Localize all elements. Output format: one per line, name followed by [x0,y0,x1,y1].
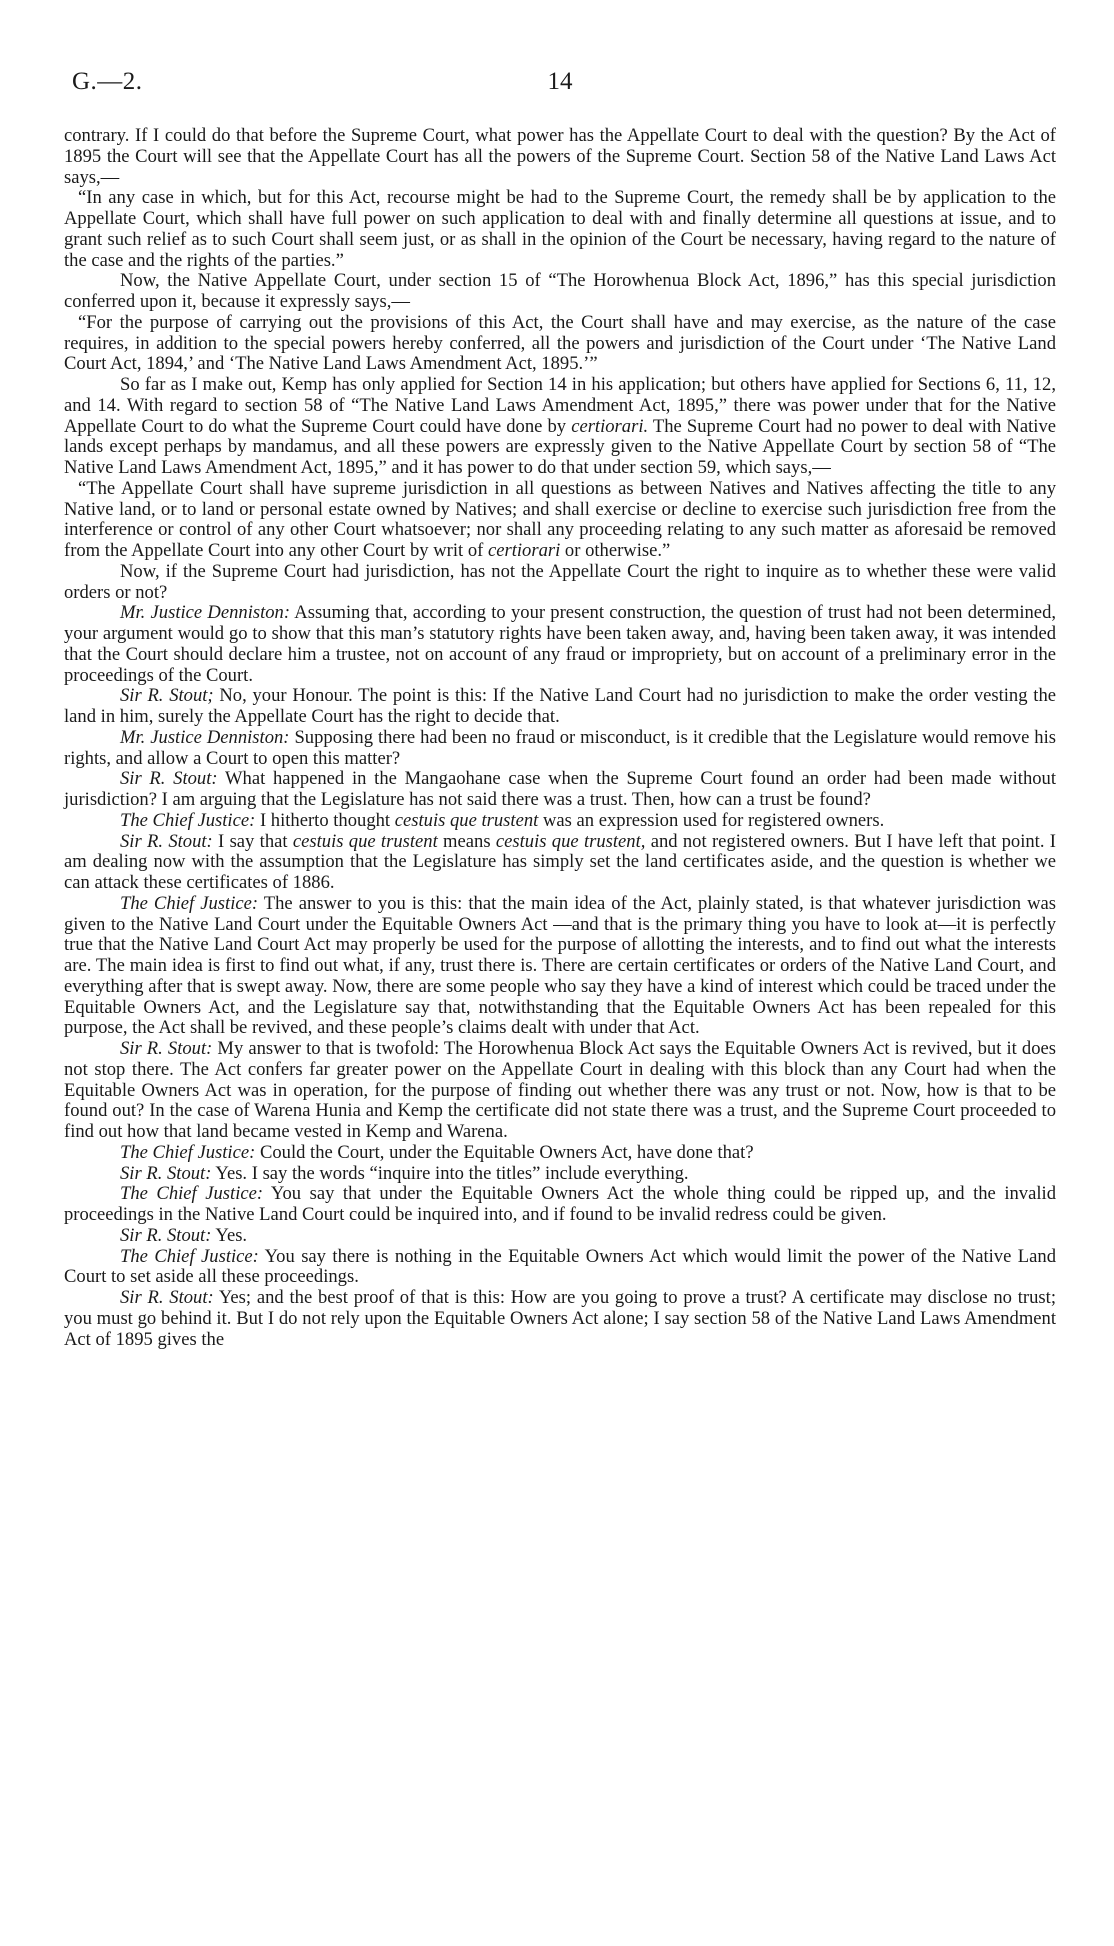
parliamentary-paper-reference: G.—2. [72,68,143,95]
paragraph: So far as I make out, Kemp has only applied for Section 14 in his application; but others have applied for Sections 6, 11, 12, and 14. With regard to section 58 of “The Native Land Laws Amendment Act, 1895,” there was power under that for the Native Appellate Court to do what the Supreme Court could have done by certiorari. The Supreme Court had no power to deal with Native lands except perhaps by mandamus, and all these powers are expressly given to the Native Appellate Court by section 58 of “The Native Land Laws Amendment Act, 1895,” and it has power to do that under section 59, which says,— [64,374,1056,478]
speaker-name: Sir R. Stout: [120,830,213,852]
speaker-name: Sir R. Stout: [120,1038,213,1059]
speaker-name: The Chief Justice: [120,1245,259,1267]
speaker-name: Sir R. Stout: [120,1287,214,1308]
transcript-body [64,126,1056,1350]
speaker-paragraph: Sir R. Stout: Yes. I say the words “inquire into the titles” include everything. [120,1162,689,1184]
page-header [64,68,1056,108]
speaker-paragraph: The Chief Justice: The answer to you is this: that the main idea of the Act, plainly stated, is that whatever jurisdiction was given to the Native Land Court under the Equitable Owners Act —and that is the primary thing you have to look at—it is perfectly true that the Native Land Court Act may properly be used for the purpose of allotting the interests, and to find out what the interests are. The main idea is first to find out what, if any, trust there is. There are certain certificates or orders of the Native Land Court, and everything after that is swept away. Now, there are some people who say they have a kind of interest which could be traced under the Equitable Owners Act, and the Legislature say that, notwithstanding that the Equitable Owners Act has been repealed for this purpose, the Act shall be revived, and these people’s claims dealt with under that Act. [64,892,1056,1039]
speaker-paragraph: Sir R. Stout: I say that cestuis que trustent means cestuis que trustent, and not registered owners. But I have left that point. I am dealing now with the assumption that the Legislature has simply set the land certificates aside, and the question is whether we can attack these certificates of 1886. [64,830,1056,893]
speaker-name: Mr. Justice Denniston: [120,726,290,748]
speaker-paragraph: Sir R. Stout: My answer to that is twofold: The Horowhenua Block Act says the Equitable Owners Act is revived, but it does not stop there. The Act confers far greater power on the Appellate Court in dealing with this block than any Court had when the Equitable Owners Act was in operation, for the purpose of finding out whether there was any trust or not. Now, how is that to be found out? In the case of Warena Hunia and Kemp the certificate did not state there was a trust, and the Supreme Court proceeded to find out how that land became vested in Kemp and Warena. [64,1038,1056,1142]
speaker-paragraph: Sir R. Stout: Yes; and the best proof of that is this: How are you going to prove a trust? A certificate may disclose no trust; you must go behind it. But I do not rely upon the Equitable Owners Act alone; I say section 58 of the Native Land Laws Amendment Act of 1895 gives the [64,1287,1056,1350]
speaker-paragraph: Mr. Justice Denniston: Supposing there had been no fraud or misconduct, is it credible that the Legislature would remove his rights, and allow a Court to open this matter? [64,726,1057,769]
paragraph: contrary. If I could do that before the Supreme Court, what power has the Appellate Court to deal with the question? By the Act of 1895 the Court will see that the Appellate Court has all the powers of the Supreme Court. Section 58 of the Native Land Laws Act says,— [64,125,1056,188]
speaker-paragraph: Sir R. Stout; No, your Honour. The point is this: If the Native Land Court had no jurisdiction to make the order vesting the land in him, surely the Appellate Court has the right to decide that. [64,685,1056,727]
speaker-paragraph: The Chief Justice: You say there is nothing in the Equitable Owners Act which would limit the power of the Native Land Court to set aside all these proceedings. [64,1245,1056,1288]
speaker-paragraph: Mr. Justice Denniston: Assuming that, according to your present construction, the question of trust had not been determined, your argument would go to show that this man’s statutory rights have been taken away, and, having been taken away, it was intended that the Court should declare him a trustee, not on account of any fraud or impropriety, but on account of a preliminary error in the proceedings of the Court. [64,602,1057,686]
speaker-paragraph: The Chief Justice: You say that under the Equitable Owners Act the whole thing could be ripped up, and the invalid proceedings in the Native Land Court could be inquired into, and if found to be invalid redress could be given. [64,1183,1056,1225]
speaker-name: Sir R. Stout; [120,685,214,707]
speaker-paragraph: The Chief Justice: Could the Court, under the Equitable Owners Act, have done that? [120,1141,754,1163]
quoted-paragraph: “The Appellate Court shall have supreme jurisdiction in all questions as between Natives and Natives affecting the title to any Native land, or to land or personal estate owned by Natives; and shall exercise or decline to exercise such jurisdiction free from the interference or control of any other Court whatsoever; nor shall any proceeding relating to any such matter as aforesaid be removed from the Appellate Court into any other Court by writ of certiorari or otherwise.” [64,477,1056,561]
speaker-name: The Chief Justice: [120,1183,264,1205]
speaker-name: Sir R. Stout: [120,1224,212,1246]
speaker-name: The Chief Justice: [120,1141,256,1163]
quoted-paragraph: “In any case in which, but for this Act, recourse might be had to the Supreme Court, the remedy shall be by application to the Appellate Court, which shall have full power on such application to deal with and finally determine all questions at issue, and to grant such relief as to such Court shall seem just, or as shall in the opinion of the Court be necessary, having regard to the nature of the case and the rights of the parties.” [64,187,1056,271]
speaker-name: Sir R. Stout: [120,768,218,790]
speaker-paragraph: Sir R. Stout: What happened in the Mangaohane case when the Supreme Court found an order had been made without jurisdiction? I am arguing that the Legislature has not said there was a trust. Then, how can a trust be found? [64,768,1056,810]
document-page [64,68,1056,1928]
quoted-paragraph: “For the purpose of carrying out the provisions of this Act, the Court shall have and may exercise, as the nature of the case requires, in addition to the special powers hereby conferred, all the powers and jurisdiction of the Court under ‘The Native Land Court Act, 1894,’ and ‘The Native Land Laws Amendment Act, 1895.’” [64,311,1056,375]
speaker-name: The Chief Justice: [120,809,256,831]
speaker-name: The Chief Justice: [120,892,259,914]
paragraph: Now, if the Supreme Court had jurisdiction, has not the Appellate Court the right to inquire as to whether these were valid orders or not? [64,560,1056,603]
page-number: 14 [547,68,573,95]
speaker-name: Sir R. Stout: [120,1162,212,1184]
speaker-name: Mr. Justice Denniston: [120,602,291,624]
paragraph: Now, the Native Appellate Court, under section 15 of “The Horowhenua Block Act, 1896,” has this special jurisdiction conferred upon it, because it expressly says,— [64,270,1056,312]
speaker-paragraph: The Chief Justice: I hitherto thought cestuis que trustent was an expression used for registered owners. [120,809,885,831]
speaker-paragraph: Sir R. Stout: Yes. [120,1224,248,1246]
